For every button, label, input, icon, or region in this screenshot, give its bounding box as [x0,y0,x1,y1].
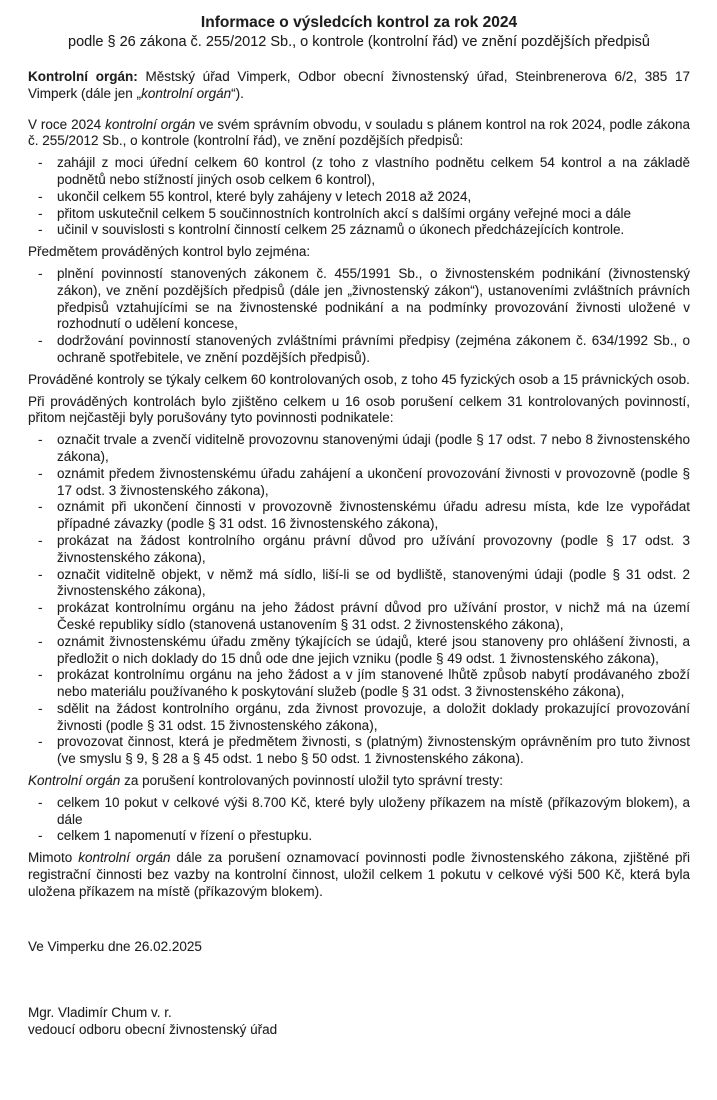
list-item-text: oznámit živnostenskému úřadu změny týkajících se údajů, které jsou stanoveny pro ohlášení živnosti, a předložit o nich doklady do 15 dnů ode dne jejich vzniku (podle § 49 odst. 1 živnostenského zákona), [57,633,690,666]
list-item [28,206,690,223]
document-title: Informace o výsledcích kontrol za rok 2024 [200,14,518,31]
sanctions-after: za porušení kontrolovaných povinností uložil tyto správní tresty: [120,773,504,789]
list-item-text: plnění povinností stanovených zákonem č. 455/1991 Sb., o živnostenském podnikání (živnostenský zákon), ve znění pozdějších předpisů (dále jen „živnostenský zákon“), ustanoveními zvláštních právních předpisů vztahujícími se na živnostenské podnikání a na podmínky provozování živnosti uložené v rozhodnutí o udělení koncese, [57,265,690,332]
year-results-list [28,155,690,239]
bullet-dash: - [38,222,43,238]
list-item-text: přitom uskutečnil celkem 5 součinnostních kontrolních akcí s dalšími orgány veřejné moci a dále [57,205,632,221]
list-item [28,432,690,466]
authority-paragraph [28,69,690,103]
bullet-dash: - [38,700,43,716]
list-item [28,734,690,768]
bullet-dash: - [38,205,43,221]
bullet-dash: - [38,465,43,481]
year-overview-before: V roce 2024 [28,116,106,132]
bullet-dash: - [38,532,43,548]
additional-before: Mimoto [28,850,79,866]
scope-paragraph: Prováděné kontroly se týkaly celkem 60 kontrolovaných osob, z toho 45 fyzických osob a 15 právnických osob. [28,371,690,387]
bullet-dash: - [38,828,43,844]
list-item-text: prokázat na žádost kontrolního orgánu právní důvod pro užívání provozovny (podle § 17 odst. 3 živnostenského zákona), [57,532,690,565]
bullet-dash: - [38,432,43,448]
additional-term: kontrolní orgán [78,850,171,866]
list-item-text: celkem 10 pokut v celkové výši 8.700 Kč, které byly uloženy příkazem na místě (příkazovým blokem), a dále [57,794,690,827]
additional-fine-paragraph [28,850,690,900]
bullet-dash: - [38,265,43,281]
list-item-text: sdělit na žádost kontrolního orgánu, zda živnost provozuje, a doložit doklady prokazující provozování živnosti (podle § 31 odst. 15 živnostenského zákona), [57,700,690,733]
bullet-dash: - [38,155,43,171]
list-item [28,701,690,735]
bullet-dash: - [38,734,43,750]
place-date: Ve Vimperku dne 26.02.2025 [28,938,202,954]
list-item [28,266,690,333]
authority-address: Městský úřad Vimperk, Odbor obecní živnostenský úřad, Steinbrenerova 6/2, 385 17 Vimperk (dále jen „ [28,69,690,101]
list-item-text: ukončil celkem 55 kontrol, které byly zahájeny v letech 2018 až 2024, [57,188,472,204]
year-overview-term: kontrolní orgán [105,116,196,132]
list-item [28,533,690,567]
year-overview-paragraph [28,117,690,151]
sanctions-intro-paragraph [28,773,690,790]
list-item-text: prokázat kontrolnímu orgánu na jeho žádost právní důvod pro užívání prostor, v nichž má na území České republiky sídlo (stanovená ustanovením § 31 odst. 2 živnostenského zákona), [57,600,690,632]
subjects-list [28,266,690,367]
additional-after: dále za porušení oznamovací povinnosti podle živnostenského zákona, zjištěné při registrační činnosti bez vazby na kontrolní činnost, uložil celkem 1 pokutu v celkové výši 500 Kč, která byla uložena příkazem na místě (příkazovým blokem). [28,850,690,899]
signatory-name: Mgr. Vladimír Chum v. r. [28,1005,172,1021]
bullet-dash: - [38,566,43,582]
bullet-dash: - [38,499,43,515]
sanctions-term: Kontrolní orgán [28,773,121,789]
bullet-dash: - [38,794,43,810]
list-item [28,600,690,634]
list-item-text: označit trvale a zvenčí viditelně provozovnu stanovenými údaji (podle § 17 odst. 7 nebo 8 živnostenského zákona), [57,432,690,464]
list-item-text: označit viditelně objekt, v němž má sídlo, liší-li se od bydliště, stanovenými údaji (podle § 31 odst. 2 živnostenského zákona), [57,566,690,599]
signature-block [28,1005,690,1039]
bullet-dash: - [38,633,43,649]
list-item [28,567,690,601]
list-item-text: provozovat činnost, která je předmětem živnosti, s (platným) živnostenským oprávněním pro tuto živnost (ve smyslu § 9, § 28 a § 45 odst. 1 nebo § 50 odst. 1 živnostenského zákona). [57,734,690,767]
bullet-dash: - [38,188,43,204]
sanctions-list [28,795,690,845]
list-item-text: zahájil z moci úřední celkem 60 kontrol (z toho z vlastního podnětu celkem 54 kontrol a na základě podnětů nebo stížností jiných osob celkem 6 kontrol), [57,155,690,187]
violations-intro-paragraph: Při prováděných kontrolách bylo zjištěno celkem u 16 osob porušení celkem 31 kontrolovaných povinností, přitom nejčastěji byly porušovány tyto povinnosti podnikatele: [28,393,690,426]
list-item [28,499,690,533]
authority-closing: “). [231,85,244,101]
violations-list [28,432,690,768]
list-item [28,333,690,367]
list-item [28,634,690,668]
list-item-text: učinil v souvislosti s kontrolní činností celkem 25 záznamů o úkonech předcházejících kontrole. [57,222,625,238]
authority-label: Kontrolní orgán: [28,69,138,84]
list-item-text: oznámit předem živnostenskému úřadu zahájení a ukončení provozování živnosti v provozovně (podle § 17 odst. 3 živnostenského zákona), [57,465,690,498]
list-item [28,189,690,206]
bullet-dash: - [38,667,43,683]
year-overview-after: ve svém správním obvodu, v souladu s plánem kontrol na rok 2024, podle zákona č. 255/2012 Sb., o kontrole (kontrolní řád), ve znění pozdějších předpisů: [28,116,690,149]
authority-term: kontrolní orgán [141,85,232,101]
bullet-dash: - [38,333,43,349]
list-item-text: celkem 1 napomenutí v řízení o přestupku. [57,828,313,844]
document-subtitle: podle § 26 zákona č. 255/2012 Sb., o kontrole (kontrolní řád) ve znění pozdějších předpisů [68,34,650,50]
list-item [28,795,690,829]
subjects-heading: Předmětem prováděných kontrol bylo zejména: [28,244,311,260]
signatory-role: vedoucí odboru obecní živnostenský úřad [28,1022,278,1038]
list-item [28,828,690,845]
list-item-text: oznámit při ukončení činnosti v provozovně živnostenskému úřadu adresu místa, kde lze vypořádat případné závazky (podle § 31 odst. 16 živnostenského zákona), [57,499,690,532]
list-item [28,155,690,189]
list-item-text: prokázat kontrolnímu orgánu na jeho žádost a v jím stanovené lhůtě způsob nabytí prodávaného zboží nebo materiálu používaného k poskytování služeb (podle § 31 odst. 3 živnostenského zákona), [57,667,690,700]
list-item [28,466,690,500]
list-item-text: dodržování povinností stanovených zvláštními právními předpisy (zejména zákonem č. 634/1992 Sb., o ochraně spotřebitele, ve znění pozdějších předpisů). [57,333,690,365]
list-item [28,667,690,701]
list-item [28,222,690,239]
bullet-dash: - [38,600,43,616]
